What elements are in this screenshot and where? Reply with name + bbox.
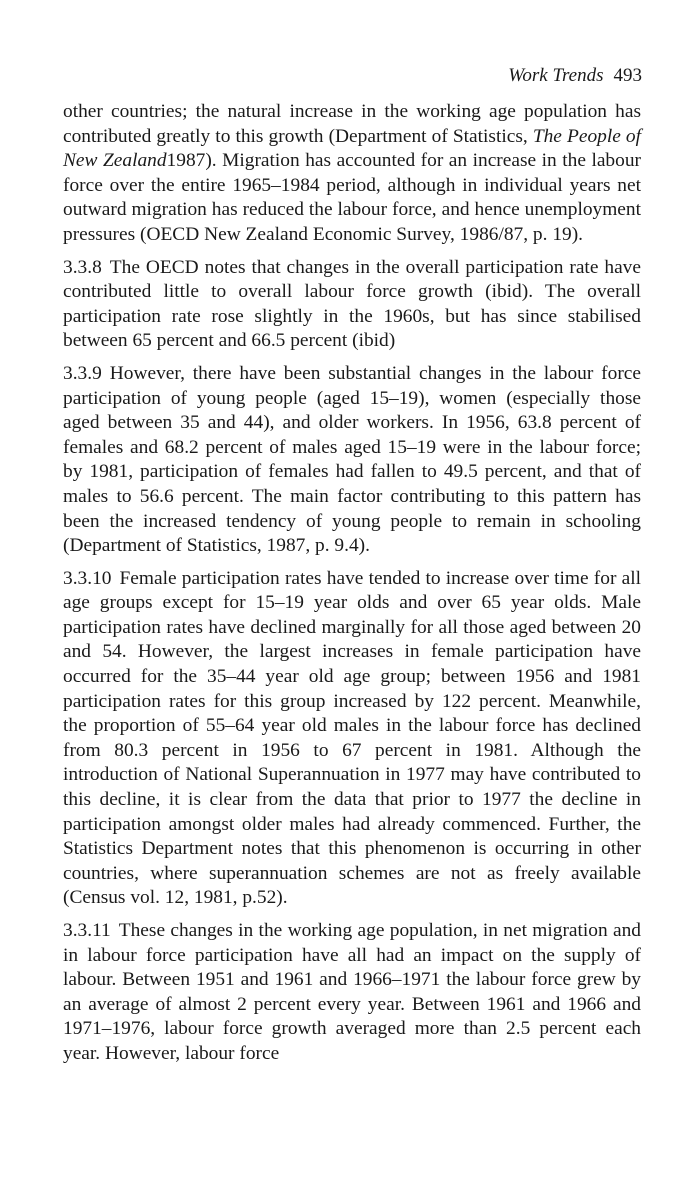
paragraph-3-3-8 — [63, 256, 641, 354]
paragraph-text: other countries; the natural increase in the working age population has contributed greatly to this growth (Department of Statistics, — [63, 101, 641, 147]
paragraph-text: The OECD notes that changes in the overall participation rate have contributed little to overall labour force growth (ibid). The overall participation rate rose slightly in the 1960s, but has since stabilised between 65 percent and 66.5 percent (ibid) — [63, 256, 641, 352]
paragraph-text: These changes in the working age population, in net migration and in labour force participation have all had an impact on the supply of labour. Between 1951 and 1961 and 1966–1971 the labour force grew by an average of almost 2 percent every year. Between 1961 and 1966 and 1971–1976, labour force growth averaged more than 2.5 percent each year. However, labour force — [63, 920, 641, 1064]
running-header — [508, 64, 642, 88]
paragraph-3-3-10 — [63, 567, 641, 911]
paragraph-number: 3.3.8 — [63, 256, 102, 278]
paragraph-3-3-11 — [63, 919, 641, 1067]
page-number: 493 — [613, 65, 642, 86]
body-text — [63, 100, 641, 1075]
paragraph-text: However, there have been substantial changes in the labour force participation of young people (aged 15–19), women (especially those aged between 35 and 44), and older workers. In 1956, 63.8 percent of females and 68.2 percent of males aged 15–19 were in the labour force; by 1981, participation of females had fallen to 49.5 percent, and that of males to 56.6 percent. The main factor contributing to this pattern has been the increased tendency of young people to remain in schooling (Department of Statistics, 1987, p. 9.4). — [63, 362, 641, 557]
paragraph-number: 3.3.11 — [63, 920, 111, 941]
paragraph-number: 3.3.9 — [63, 362, 102, 384]
paragraph-text: Female participation rates have tended to increase over time for all age groups except for 15–19 year olds and over 65 year olds. Male participation rates have declined marginally for all those aged between 20 and 54. However, the largest increases in female participation have occurred for the 35–44 year old age group; between 1956 and 1981 participation rates for this group increased by 122 percent. Meanwhile, the proportion of 55–64 year old males in the labour force has declined from 80.3 percent in 1956 to 67 percent in 1981. Although the introduction of National Superannuation in 1977 may have contributed to this decline, it is clear from the data that prior to 1977 the decline in participation amongst older males had already commenced. Further, the Statistics Department notes that this phenomenon is occurring in other countries, where superannuation schemes are not as freely available (Census vol. 12, 1981, p.52). — [63, 567, 641, 909]
cited-book-title: The People of New Zealand — [63, 125, 641, 172]
running-title: Work Trends — [508, 65, 604, 86]
paragraph-text: 1987). Migration has accounted for an increase in the labour force over the entire 1965–1984 period, although in individual years net outward migration has reduced the labour force, and hence unemployment pressures (OECD New Zealand Economic Survey, 1986/87, p. 19). — [63, 150, 641, 245]
paragraph-3-3-9 — [63, 362, 641, 559]
paragraph-number: 3.3.10 — [63, 567, 112, 589]
paragraph-continuation — [63, 100, 641, 248]
